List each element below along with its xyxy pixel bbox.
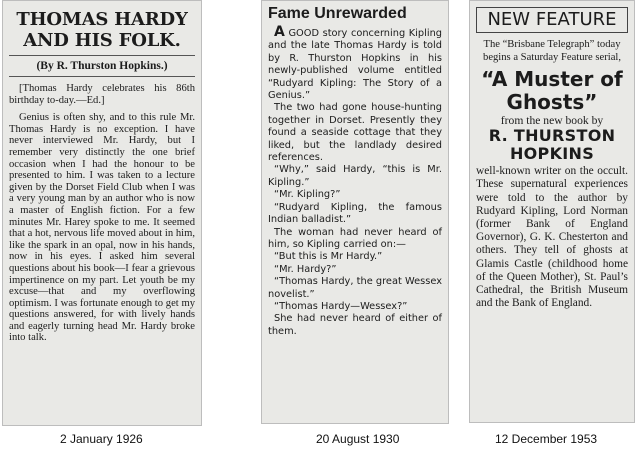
byline: (By R. Thurston Hopkins.) <box>36 60 168 72</box>
date-caption: 12 December 1953 <box>495 432 598 446</box>
headline: NEW FEATURE <box>476 7 628 33</box>
paragraph: Genius is often shy, and to this rule Mr. Thomas Hardy is no exception. I have never interviewed Mr. Hardy, but I remember very distinctly the one brief occasion when I had the honour to be presented to him. I was taken to a lecture given by the Dorset Field Club when I was a very young man by an author who is now a master of English fiction. For a few minutes Mr. Harey spoke to me. It seemed that a hot, nervous life moved about in him, like the spark in an opal, now in his hands, now in his eyes. I asked him several questions about his book—I fear a grievous impertinence on my part. Let youth be my excuse—that and my overflowing optimism. I was fortunate enough to get my questions answered, for with lively hands and eagerly turning head Mr. Hardy broke into talk. <box>9 112 195 344</box>
author-name: R. THURSTON HOPKINS <box>488 126 616 164</box>
clipping-1930 <box>261 0 449 424</box>
paragraph: “Thomas Hardy, the great Wessex novelist.” <box>268 276 442 300</box>
paragraph: “Thomas Hardy—Wessex?” <box>274 300 408 312</box>
from-text: from the new book by <box>500 114 604 128</box>
serial-title: “A Muster of Ghosts” <box>481 67 623 115</box>
divider <box>9 55 195 56</box>
paragraph: “Mr. Kipling?” <box>274 189 341 201</box>
paragraph: A GOOD story concerning Kipling and the late Thomas Hardy is told by R. Thurston Hopkins in his newly-published volume entitled “Rudyard Kipling: The Story of a Genius.” <box>268 24 442 102</box>
paragraph: “Rudyard Kipling, the famous Indian balladist.” <box>268 201 442 226</box>
divider <box>9 76 195 77</box>
date-caption: 2 January 1926 <box>60 432 143 446</box>
clipping-1926 <box>2 0 202 426</box>
headline: THOMAS HARDY AND HIS FOLK. <box>16 9 188 51</box>
date-caption: 20 August 1930 <box>316 432 400 446</box>
editor-note: [Thomas Hardy celebrates his 86th birthday to-day.—Ed.] <box>9 83 195 106</box>
paragraph: “But this is Mr Hardy.” <box>274 251 383 263</box>
intro-text: The “Brisbane Telegraph” today begins a Saturday Feature serial, <box>483 39 621 63</box>
paragraph: well-known writer on the occult. These supernatural experiences were told to the author by Rudyard Kipling, Lord Norman (former Bank of England Governor), G. K. Chesterton and others. They tell of ghosts at Glamis Castle (childhood home of the Queen Mother), St. Paul’s Cathedral, the British Museum and the Bank of England. <box>476 165 628 310</box>
headline: Fame Unrewarded <box>268 5 407 22</box>
article-body <box>476 165 628 310</box>
paragraph: “Mr. Hardy?” <box>274 263 337 275</box>
article-body <box>268 26 442 338</box>
paragraph: “Why,” said Hardy, “this is Mr. Kipling.” <box>268 164 442 188</box>
paragraph: The woman had never heard of him, so Kipling carried on:— <box>268 226 442 250</box>
paragraph: The two had gone house-hunting together in Dorset. Presently they found a seaside cottage that they liked, but the landlady desired references. <box>268 102 442 164</box>
paragraph: She had never heard of either of them. <box>268 313 442 337</box>
clipping-1953 <box>469 0 635 423</box>
article-body <box>9 83 195 344</box>
